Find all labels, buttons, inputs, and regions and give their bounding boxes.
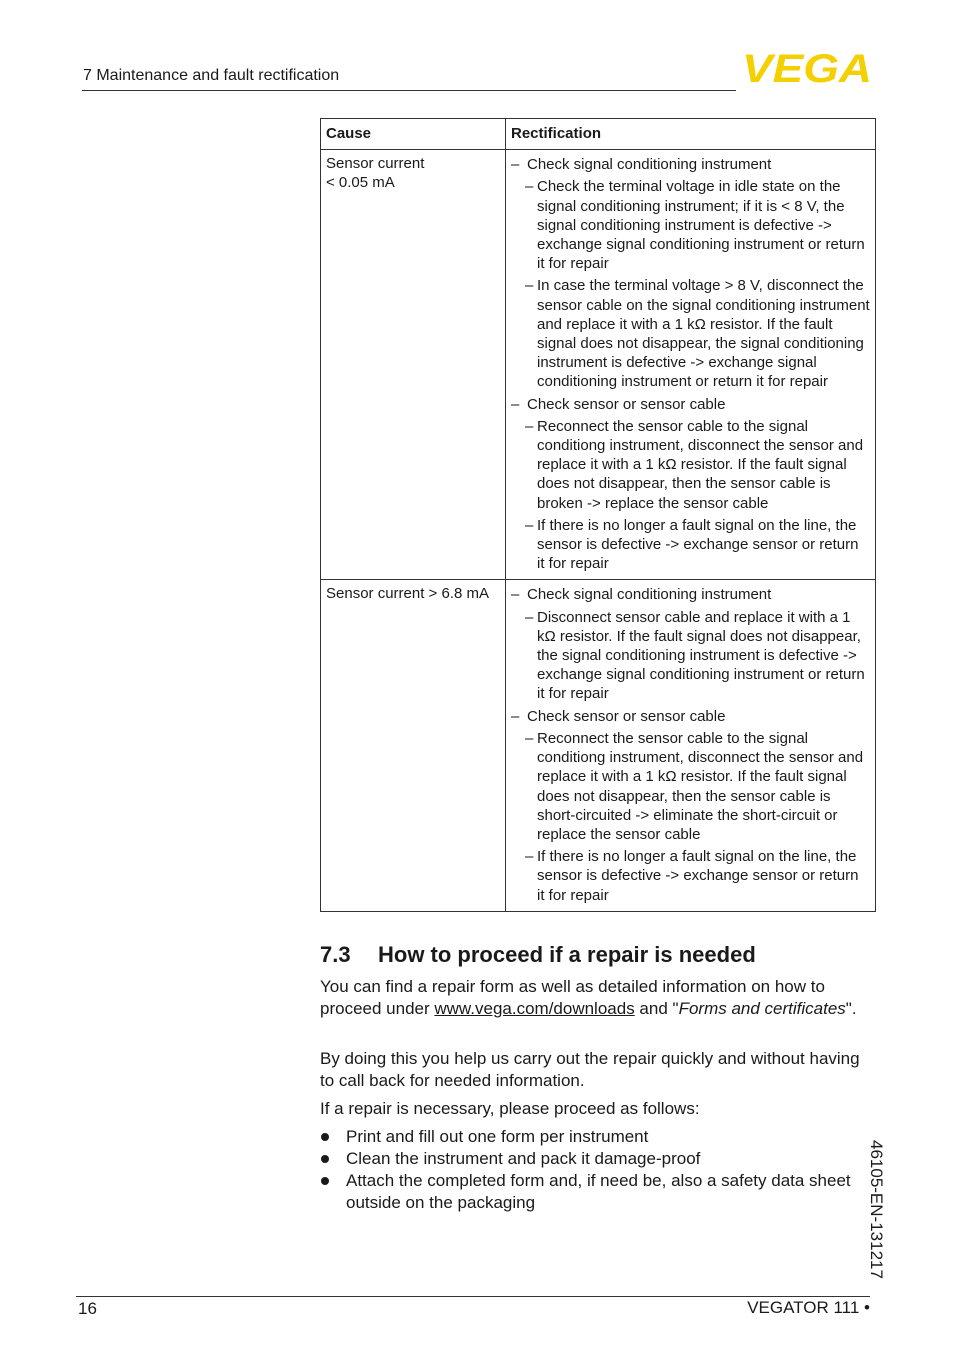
bullet-icon bbox=[321, 1177, 329, 1185]
list-item-text: Attach the completed form and, if need be, also a safety data sheet outside on the packaging bbox=[346, 1171, 851, 1212]
vega-logo bbox=[742, 50, 873, 86]
header-divider bbox=[82, 90, 736, 91]
rectification-step: – Check sensor or sensor cable bbox=[511, 395, 870, 414]
rectification-step: – Check sensor or sensor cable bbox=[511, 707, 870, 726]
rectification-substep: – If there is no longer a fault signal on the line, the sensor is defective -> exchange sensor or return it for repair bbox=[511, 516, 870, 574]
list-item bbox=[320, 1126, 860, 1148]
cause-text: Sensor current > 6.8 mA bbox=[326, 585, 489, 603]
cause-cell bbox=[321, 580, 506, 911]
rectification-column-header: Rectification bbox=[506, 119, 876, 150]
table-header-row bbox=[321, 119, 876, 150]
fault-table bbox=[320, 118, 876, 912]
footer-divider bbox=[76, 1296, 870, 1297]
paragraph-text: ". bbox=[845, 998, 857, 1018]
table-row bbox=[321, 150, 876, 580]
rectification-step: – Check signal conditioning instrument bbox=[511, 585, 870, 604]
help-paragraph: By doing this you help us carry out the repair quickly and without having to call back for needed information. bbox=[320, 1049, 860, 1090]
rectification-substep: – Reconnect the sensor cable to the signal conditiong instrument, disconnect the sensor and replace it with a 1 kΩ resistor. If the fault signal does not disappear, then the sensor cable is broken -> replace the sensor cable bbox=[511, 417, 870, 513]
list-item bbox=[320, 1170, 860, 1213]
bullet-icon bbox=[321, 1133, 329, 1141]
rectification-cell bbox=[506, 580, 876, 911]
cause-column-header: Cause bbox=[321, 119, 506, 150]
downloads-link[interactable]: www.vega.com/downloads bbox=[434, 998, 635, 1018]
section-heading bbox=[320, 942, 756, 968]
paragraph-text: You can find a repair form as well as detailed information on how to proceed under bbox=[320, 977, 825, 1018]
rectification-substep: – In case the terminal voltage > 8 V, disconnect the sensor cable on the signal conditioning instrument and replace it with a 1 kΩ resistor. If the fault signal does not disappear, the signal conditioning instrument is defective -> exchange signal conditioning instrument or return it for repair bbox=[511, 276, 870, 391]
repair-steps-list bbox=[320, 1126, 860, 1214]
rectification-cell bbox=[506, 150, 876, 580]
product-name: VEGATOR 111 • bbox=[747, 1298, 870, 1317]
logo-text: VEGA bbox=[742, 50, 872, 86]
rectification-substep: – Check the terminal voltage in idle state on the signal conditioning instrument; if it is < 8 V, the signal conditioning instrument is defective -> exchange signal conditioning instrument or return it for repair bbox=[511, 177, 870, 273]
paragraph-text: and " bbox=[634, 998, 679, 1018]
list-item-text: Print and fill out one form per instrument bbox=[346, 1127, 649, 1146]
document-id-vertical bbox=[862, 1140, 886, 1290]
document-id: 46105-EN-131217 bbox=[867, 1140, 886, 1279]
page-number: 16 bbox=[78, 1299, 97, 1318]
vega-logo-graphic bbox=[742, 50, 873, 86]
running-header-chapter: 7 Maintenance and fault rectification bbox=[83, 67, 340, 84]
rectification-substep: – Disconnect sensor cable and replace it with a 1 kΩ resistor. If the fault signal does not disappear, the signal conditioning instrument is defective -> exchange signal conditioning instrument or return it for repair bbox=[511, 608, 870, 704]
cause-text: Sensor current < 0.05 mA bbox=[326, 155, 425, 192]
list-item bbox=[320, 1148, 860, 1170]
proceed-paragraph: If a repair is necessary, please proceed as follows: bbox=[320, 1099, 700, 1118]
forms-certificates-label: Forms and certificates bbox=[678, 998, 846, 1018]
rectification-substep: – Reconnect the sensor cable to the signal conditiong instrument, disconnect the sensor and replace it with a 1 kΩ resistor. If the fault signal does not disappear, then the sensor cable is short-circuited -> eliminate the short-circuit or replace the sensor cable bbox=[511, 729, 870, 844]
rectification-substep: – If there is no longer a fault signal on the line, the sensor is defective -> exchange sensor or return it for repair bbox=[511, 847, 870, 905]
bullet-icon bbox=[321, 1155, 329, 1163]
section-title: How to proceed if a repair is needed bbox=[378, 942, 756, 967]
section-number: 7.3 bbox=[320, 942, 351, 967]
list-item-text: Clean the instrument and pack it damage-proof bbox=[346, 1149, 701, 1168]
table-row bbox=[321, 580, 876, 911]
cause-cell bbox=[321, 150, 506, 580]
repair-form-paragraph bbox=[320, 976, 876, 1019]
rectification-step: – Check signal conditioning instrument bbox=[511, 155, 870, 174]
